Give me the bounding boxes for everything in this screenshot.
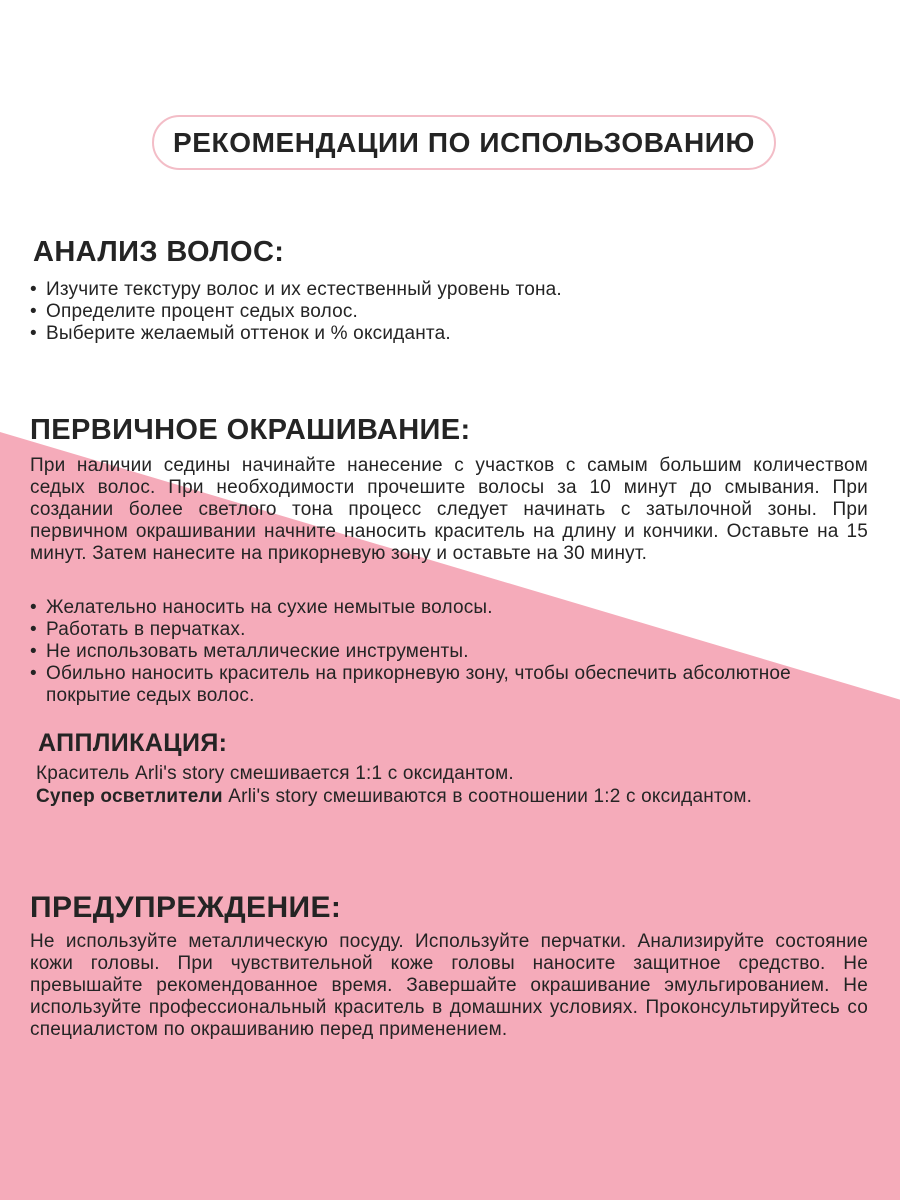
bullet-marker: • xyxy=(30,663,37,684)
warning-paragraph: Не используйте металлическую посуду. Используйте перчатки. Анализируйте состояние кожи головы. При чувствительной коже головы наносите защитное средство. Не превышайте рекомендованное время. Завершайте окрашивание эмульгированием. Не используйте профессиональный краситель в домашних условиях. Проконсультируйтесь со специалистом по окрашиванию перед применением. xyxy=(30,931,868,1040)
bullet-marker: • xyxy=(30,323,37,344)
primary-coloring-heading: ПЕРВИЧНОЕ ОКРАШИВАНИЕ: xyxy=(30,414,471,446)
analysis-heading: АНАЛИЗ ВОЛОС: xyxy=(33,236,285,268)
warning-heading: ПРЕДУПРЕЖДЕНИЕ: xyxy=(30,891,342,924)
bullet-marker: • xyxy=(30,279,37,300)
list-item-text: Выберите желаемый оттенок и % оксиданта. xyxy=(46,323,451,344)
list-item xyxy=(30,323,860,345)
bullet-marker: • xyxy=(30,597,37,618)
list-item xyxy=(30,279,860,301)
list-item xyxy=(30,301,860,323)
list-item xyxy=(30,663,875,707)
application-line-1: Краситель Arli's story смешивается 1:1 с оксидантом. xyxy=(36,763,514,784)
bullet-marker: • xyxy=(30,619,37,640)
list-item xyxy=(30,619,875,641)
list-item-text: Изучите текстуру волос и их естественный уровень тона. xyxy=(46,279,562,300)
bullet-marker: • xyxy=(30,641,37,662)
primary-coloring-bullet-list xyxy=(30,597,875,707)
list-item-text: Обильно наносить краситель на прикорневую зону, чтобы обеспечить абсолютное покрытие седых волос. xyxy=(46,663,791,706)
application-line-2-bold: Супер осветлители xyxy=(36,786,223,807)
list-item-text: Работать в перчатках. xyxy=(46,619,246,640)
application-text xyxy=(36,762,866,808)
page-title: РЕКОМЕНДАЦИИ ПО ИСПОЛЬЗОВАНИЮ xyxy=(172,126,756,158)
primary-coloring-paragraph: При наличии седины начинайте нанесение с участков с самым большим количеством седых волос. При необходимости прочешите волосы за 10 минут до смывания. При создании более светлого тона процесс следует начинать с затылочной зоны. При первичном окрашивании начните наносить краситель на длину и кончики. Оставьте на 15 минут. Затем нанесите на прикорневую зону и оставьте на 30 минут. xyxy=(30,455,868,564)
list-item-text: Определите процент седых волос. xyxy=(46,301,359,322)
bullet-marker: • xyxy=(30,301,37,322)
application-line-2-rest: Arli's story смешиваются в соотношении 1:2 с оксидантом. xyxy=(222,786,753,807)
application-heading: АППЛИКАЦИЯ: xyxy=(38,729,228,757)
list-item-text: Не использовать металлические инструменты. xyxy=(46,641,469,662)
application-line-2 xyxy=(36,785,866,808)
list-item xyxy=(30,597,875,619)
analysis-bullet-list xyxy=(30,279,860,345)
list-item xyxy=(30,641,875,663)
title-pill xyxy=(152,115,776,170)
list-item-text: Желательно наносить на сухие немытые волосы. xyxy=(46,597,493,618)
